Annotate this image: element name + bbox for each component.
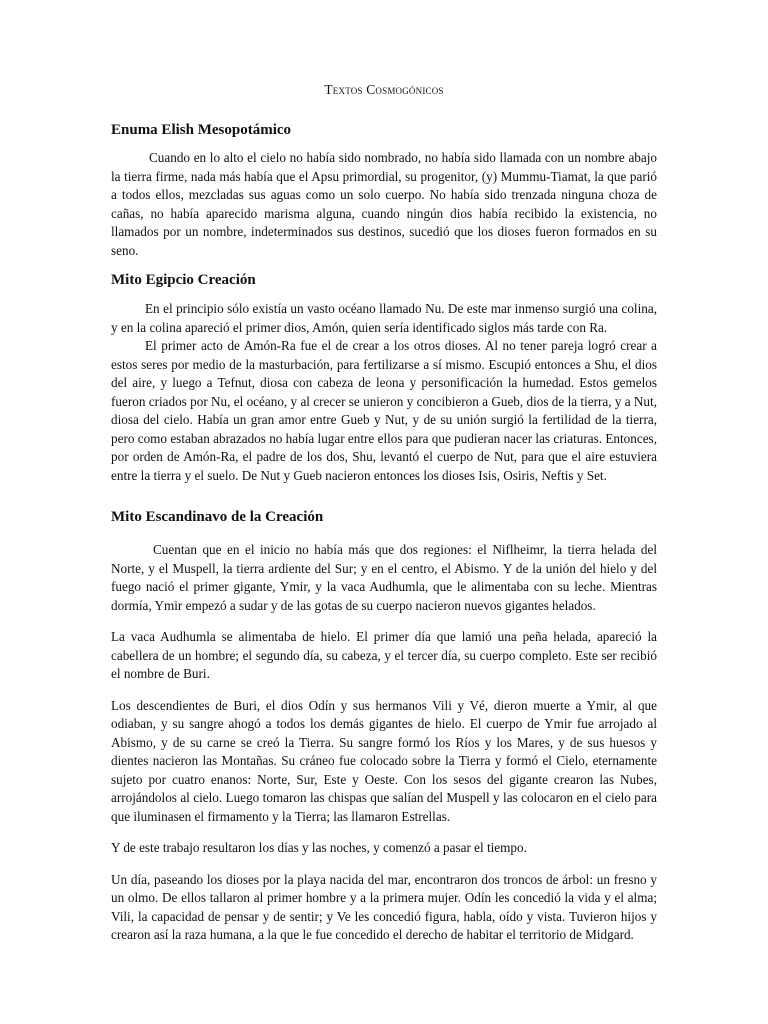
paragraph: Cuentan que en el inicio no había más que dos regiones: el Niflheimr, la tierra helada del Norte, y el Muspell, la tierra ardiente del Sur; y en el centro, el Abismo. Y de la unión del hielo y del fuego nació el primer gigante, Ymir, y la vaca Audhumla, que le alimentaba con su leche. Mientras dormía, Ymir empezó a sudar y de las gotas de su cuerpo nacieron nuevos gigantes helados.	[111, 542, 657, 613]
section-scandinavian-myth	[111, 507, 657, 945]
section-heading: Mito Escandinavo de la Creación	[111, 509, 324, 525]
paragraph: La vaca Audhumla se alimentaba de hielo. El primer día que lamió una peña helada, apareció la cabellera de un hombre; el segundo día, su cabeza, y el tercer día, su cuerpo completo. Este ser recibió el nombre de Buri.	[111, 629, 657, 681]
paragraph: En el principio sólo existía un vasto océano llamado Nu. De este mar inmenso surgió una colina, y en la colina apareció el primer dios, Amón, quien sería identificado siglos más tarde con Ra.	[111, 301, 657, 335]
document-page	[111, 80, 657, 945]
section-enuma-elish	[111, 120, 657, 260]
paragraph: Los descendientes de Buri, el dios Odín y sus hermanos Vili y Vé, dieron muerte a Ymir, al que odiaban, y su sangre ahogó a todos los demás gigantes de hielo. El cuerpo de Ymir fue arrojado al Abismo, y de su carne se creó la Tierra. Su sangre formó los Ríos y los Mares, y de sus huesos y dientes nacieron las Montañas. Su cráneo fue colocado sobre la Tierra y formó el Cielo, eternamente sujeto por cuatro enanos: Norte, Sur, Este y Oeste. Con los sesos del gigante crearon las Nubes, arrojándolos al cielo. Luego tomaron las chispas que salían del Muspell y las colocaron en el cielo para que iluminasen el firmamento y la Tierra; las llamaron Estrellas.	[111, 697, 657, 824]
paragraph: Cuando en lo alto el cielo no había sido nombrado, no había sido llamada con un nombre abajo la tierra firme, nada más había que el Apsu primordial, su progenitor, (y) Mummu-Tiamat, la que parió a todos ellos, mezcladas sus aguas como un solo cuerpo. No había sido trenzada ninguna choza de cañas, no había aparecido marisma alguna, cuando ningún dios había recibido la existencia, no llamados por un nombre, indeterminados sus destinos, sucedió que los dioses fueron formados en su seno.	[111, 150, 657, 258]
section-egyptian-myth	[111, 270, 657, 485]
section-heading: Enuma Elish Mesopotámico	[111, 122, 292, 138]
section-heading: Mito Egipcio Creación	[111, 272, 256, 288]
paragraph: El primer acto de Amón-Ra fue el de crear a los otros dioses. Al no tener pareja logró crear a estos seres por medio de la masturbación, para fertilizarse a sí mismo. Escupió entonces a Shu, el dios del aire, y luego a Tefnut, diosa con cabeza de leona y personificación la humedad. Estos gemelos fueron criados por Nu, el océano, y al crecer se unieron y concibieron a Gueb, dios de la tierra, y a Nut, diosa del cielo. Había un gran amor entre Gueb y Nut, y de su unión surgió la fertilidad de la tierra, pero como estaban abrazados no había lugar entre ellos para que pudieran nacer las criaturas. Entonces, por orden de Amón-Ra, el padre de los dos, Shu, levantó el cuerpo de Nut, para que el aire estuviera entre la tierra y el suelo. De Nut y Gueb nacieron entonces los dioses Isis, Osiris, Neftis y Set.	[111, 338, 657, 483]
paragraph: Un día, paseando los dioses por la playa nacida del mar, encontraron dos troncos de árbol: un fresno y un olmo. De ellos tallaron al primer hombre y a la primera mujer. Odín les concedió la vida y el alma; Vili, la capacidad de pensar y de sentir; y Ve les concedió figura, habla, oído y vista. Tuvieron hijos y crearon así la raza humana, a la que le fue concedido el derecho de habitar el territorio de Midgard.	[111, 871, 657, 942]
document-title: Textos Cosmogónicos	[324, 82, 444, 97]
paragraph: Y de este trabajo resultaron los días y las noches, y comenzó a pasar el tiempo.	[111, 840, 527, 855]
